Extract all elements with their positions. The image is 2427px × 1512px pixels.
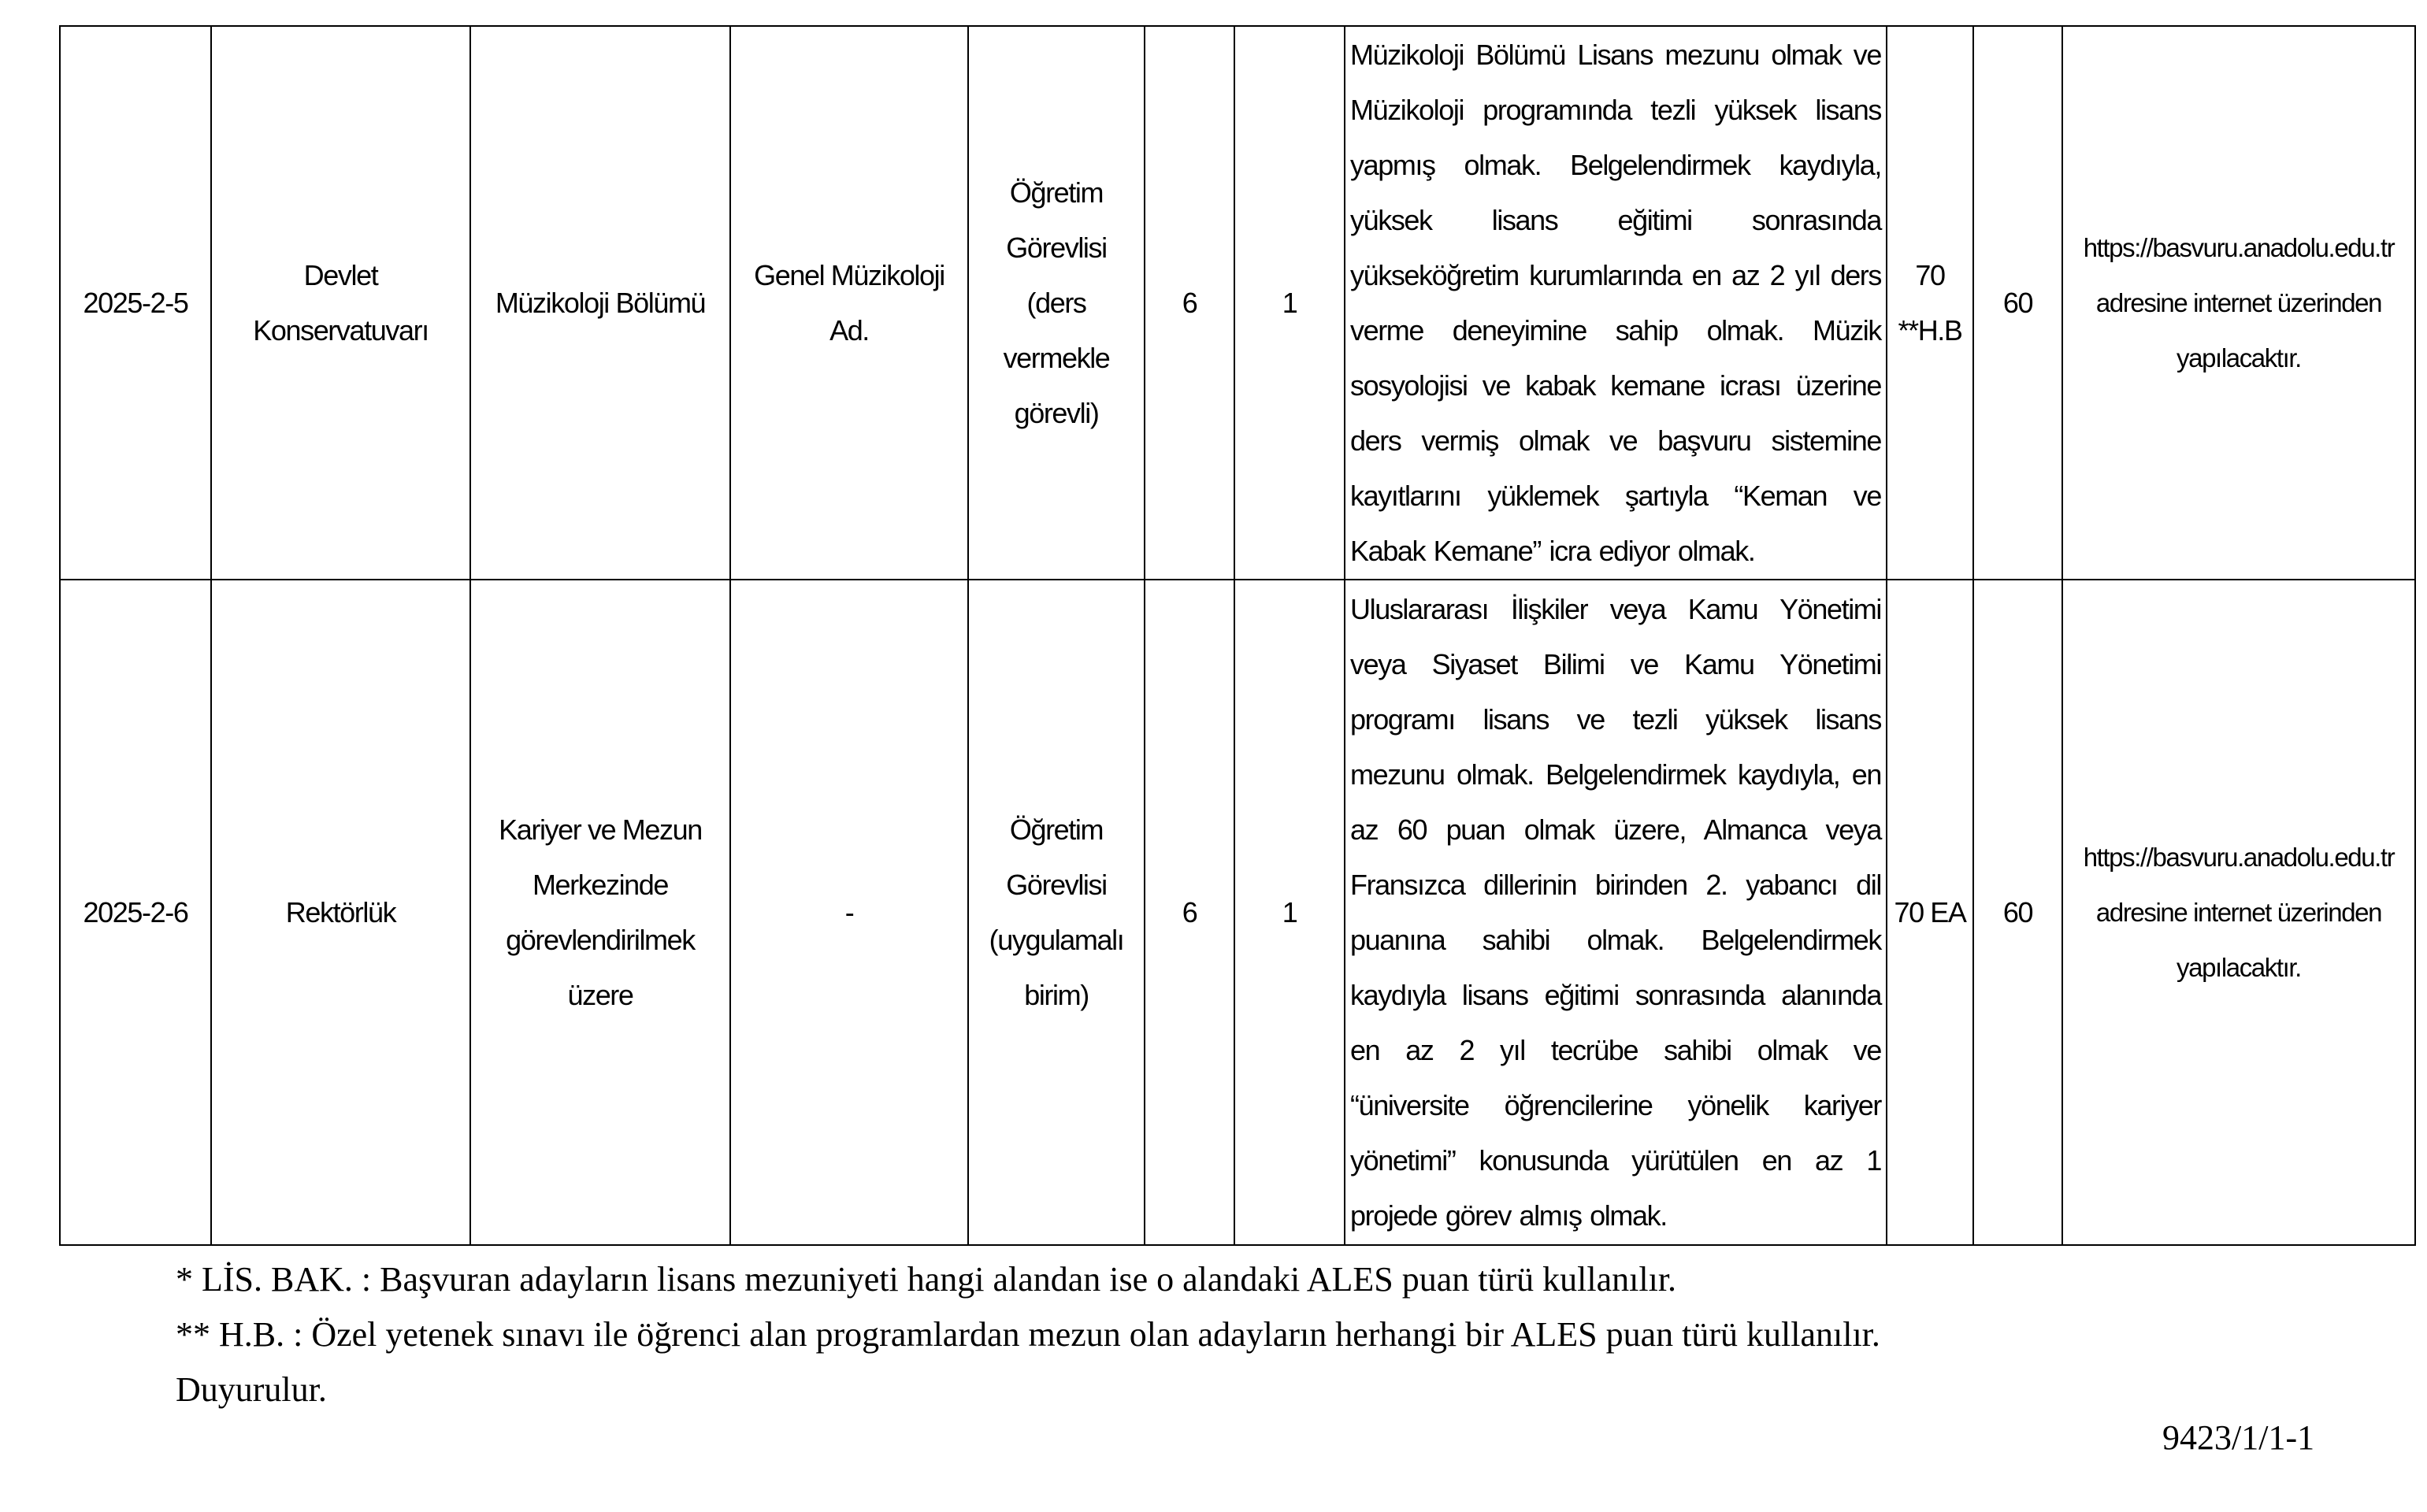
application-cell-line: adresine internet üzerinden: [2095, 287, 2382, 317]
unit-cell: [211, 580, 470, 1245]
footnotes: [176, 1252, 1880, 1418]
requirements-cell-line: verme deneyimine sahip olmak. Müzik: [1350, 313, 1881, 346]
title-cell-line: birim): [1024, 978, 1089, 1011]
requirements-cell-line: programı lisans ve tezli yüksek lisans: [1350, 702, 1881, 736]
ales-cell-line: 70 EA: [1894, 895, 1966, 928]
requirements-cell-line: Müzikoloji programında tezli yüksek lisans: [1350, 93, 1881, 126]
count-cell: 1: [1234, 26, 1345, 580]
title-cell-line: Görevlisi: [1006, 231, 1107, 264]
requirements-cell: [1345, 580, 1887, 1245]
program-cell: [730, 26, 968, 580]
title-cell-line: vermekle: [1003, 341, 1110, 374]
application-cell-line: https://basvuru.anadolu.edu.tr: [2083, 842, 2395, 872]
footnote-hb: ** H.B. : Özel yetenek sınavı ile öğrenci alan programlardan mezun olan adayların herhangi bir ALES puan türü kullanılır.: [176, 1315, 1880, 1354]
position-code: 2025-2-6: [60, 580, 211, 1245]
application-cell: [2062, 580, 2415, 1245]
announcement-closing: Duyurulur.: [176, 1370, 327, 1409]
application-cell-line: adresine internet üzerinden: [2095, 897, 2382, 927]
department-cell: [470, 26, 730, 580]
requirements-cell-line: Uluslararası İlişkiler veya Kamu Yönetimi: [1350, 592, 1881, 625]
page-number: 9423/1/1-1: [2162, 1418, 2315, 1457]
requirements-cell: [1345, 26, 1887, 580]
requirements-cell-line: yönetimi” konusunda yürütülen en az 1: [1350, 1143, 1881, 1177]
requirements-cell-line: Kabak Kemane” icra ediyor olmak.: [1350, 534, 1755, 567]
application-cell-line: yapılacaktır.: [2177, 952, 2301, 982]
count-cell: 1: [1234, 580, 1345, 1245]
department-cell: [470, 580, 730, 1245]
title-cell-line: (ders: [1026, 286, 1086, 319]
application-cell-line: yapılacaktır.: [2177, 343, 2301, 372]
requirements-cell-line: yapmış olmak. Belgelendirmek kaydıyla,: [1350, 148, 1881, 181]
program-cell: [730, 580, 968, 1245]
department-cell-line: Merkezinde: [532, 868, 669, 901]
requirements-cell-line: puanına sahibi olmak. Belgelendirmek: [1350, 923, 1881, 956]
requirements-cell-line: mezunu olmak. Belgelendirmek kaydıyla, en: [1350, 758, 1881, 791]
requirements-cell-line: Fransızca dillerinin birinden 2. yabancı dil: [1350, 868, 1881, 901]
application-cell-line: https://basvuru.anadolu.edu.tr: [2083, 232, 2395, 262]
requirements-cell-line: yüksek lisans eğitimi sonrasında: [1350, 203, 1881, 236]
unit-cell-line: Devlet: [303, 258, 378, 291]
requirements-cell-line: kaydıyla lisans eğitimi sonrasında alanında: [1350, 978, 1881, 1011]
foreign-language-cell: 60: [1973, 26, 2062, 580]
foreign-language-cell: 60: [1973, 580, 2062, 1245]
ales-cell-line: **H.B: [1898, 313, 1962, 346]
requirements-cell-line: Müzikoloji Bölümü Lisans mezunu olmak ve: [1350, 38, 1881, 71]
table-row: [60, 580, 2415, 1245]
program-cell-line: Ad.: [829, 313, 869, 346]
title-cell: [968, 580, 1145, 1245]
title-cell-line: Görevlisi: [1006, 868, 1107, 901]
department-cell-line: Müzikoloji Bölümü: [495, 286, 706, 319]
table-row: [60, 26, 2415, 580]
program-cell-line: -: [844, 895, 854, 928]
degree-cell: 6: [1145, 580, 1234, 1245]
unit-cell-line: Rektörlük: [285, 895, 396, 928]
requirements-cell-line: ders vermiş olmak ve başvuru sistemine: [1350, 424, 1881, 457]
requirements-cell-line: sosyolojisi ve kabak kemane icrası üzerine: [1350, 369, 1881, 402]
title-cell: [968, 26, 1145, 580]
ales-cell: [1887, 580, 1973, 1245]
unit-cell: [211, 26, 470, 580]
title-cell-line: Öğretim: [1009, 813, 1104, 846]
department-cell-line: Kariyer ve Mezun: [499, 813, 702, 846]
requirements-cell-line: yükseköğretim kurumlarında en az 2 yıl ders: [1350, 258, 1881, 291]
footnote-lis-bak: * LİS. BAK. : Başvuran adayların lisans mezuniyeti hangi alandan ise o alandaki ALES puan türü kullanılır.: [176, 1260, 1677, 1299]
unit-cell-line: Konservatuvarı: [253, 313, 429, 346]
requirements-cell-line: az 60 puan olmak üzere, Almanca veya: [1350, 813, 1881, 846]
application-cell: [2062, 26, 2415, 580]
title-cell-line: görevli): [1014, 396, 1099, 429]
title-cell-line: Öğretim: [1009, 176, 1104, 209]
department-cell-line: görevlendirilmek: [506, 923, 695, 956]
ales-cell: [1887, 26, 1973, 580]
department-cell-line: üzere: [567, 978, 633, 1011]
requirements-cell-line: “üniversite öğrencilerine yönelik kariyer: [1350, 1088, 1881, 1121]
title-cell-line: (uygulamalı: [989, 923, 1124, 956]
positions-table: [59, 25, 2416, 1246]
requirements-cell-line: en az 2 yıl tecrübe sahibi olmak ve: [1350, 1033, 1881, 1066]
program-cell-line: Genel Müzikoloji: [754, 258, 944, 291]
degree-cell: 6: [1145, 26, 1234, 580]
requirements-cell-line: kayıtlarını yüklemek şartıyla “Keman ve: [1350, 479, 1881, 512]
ales-cell-line: 70: [1915, 258, 1945, 291]
requirements-cell-line: veya Siyaset Bilimi ve Kamu Yönetimi: [1350, 647, 1881, 680]
position-code: 2025-2-5: [60, 26, 211, 580]
requirements-cell-line: projede görev almış olmak.: [1350, 1199, 1667, 1232]
